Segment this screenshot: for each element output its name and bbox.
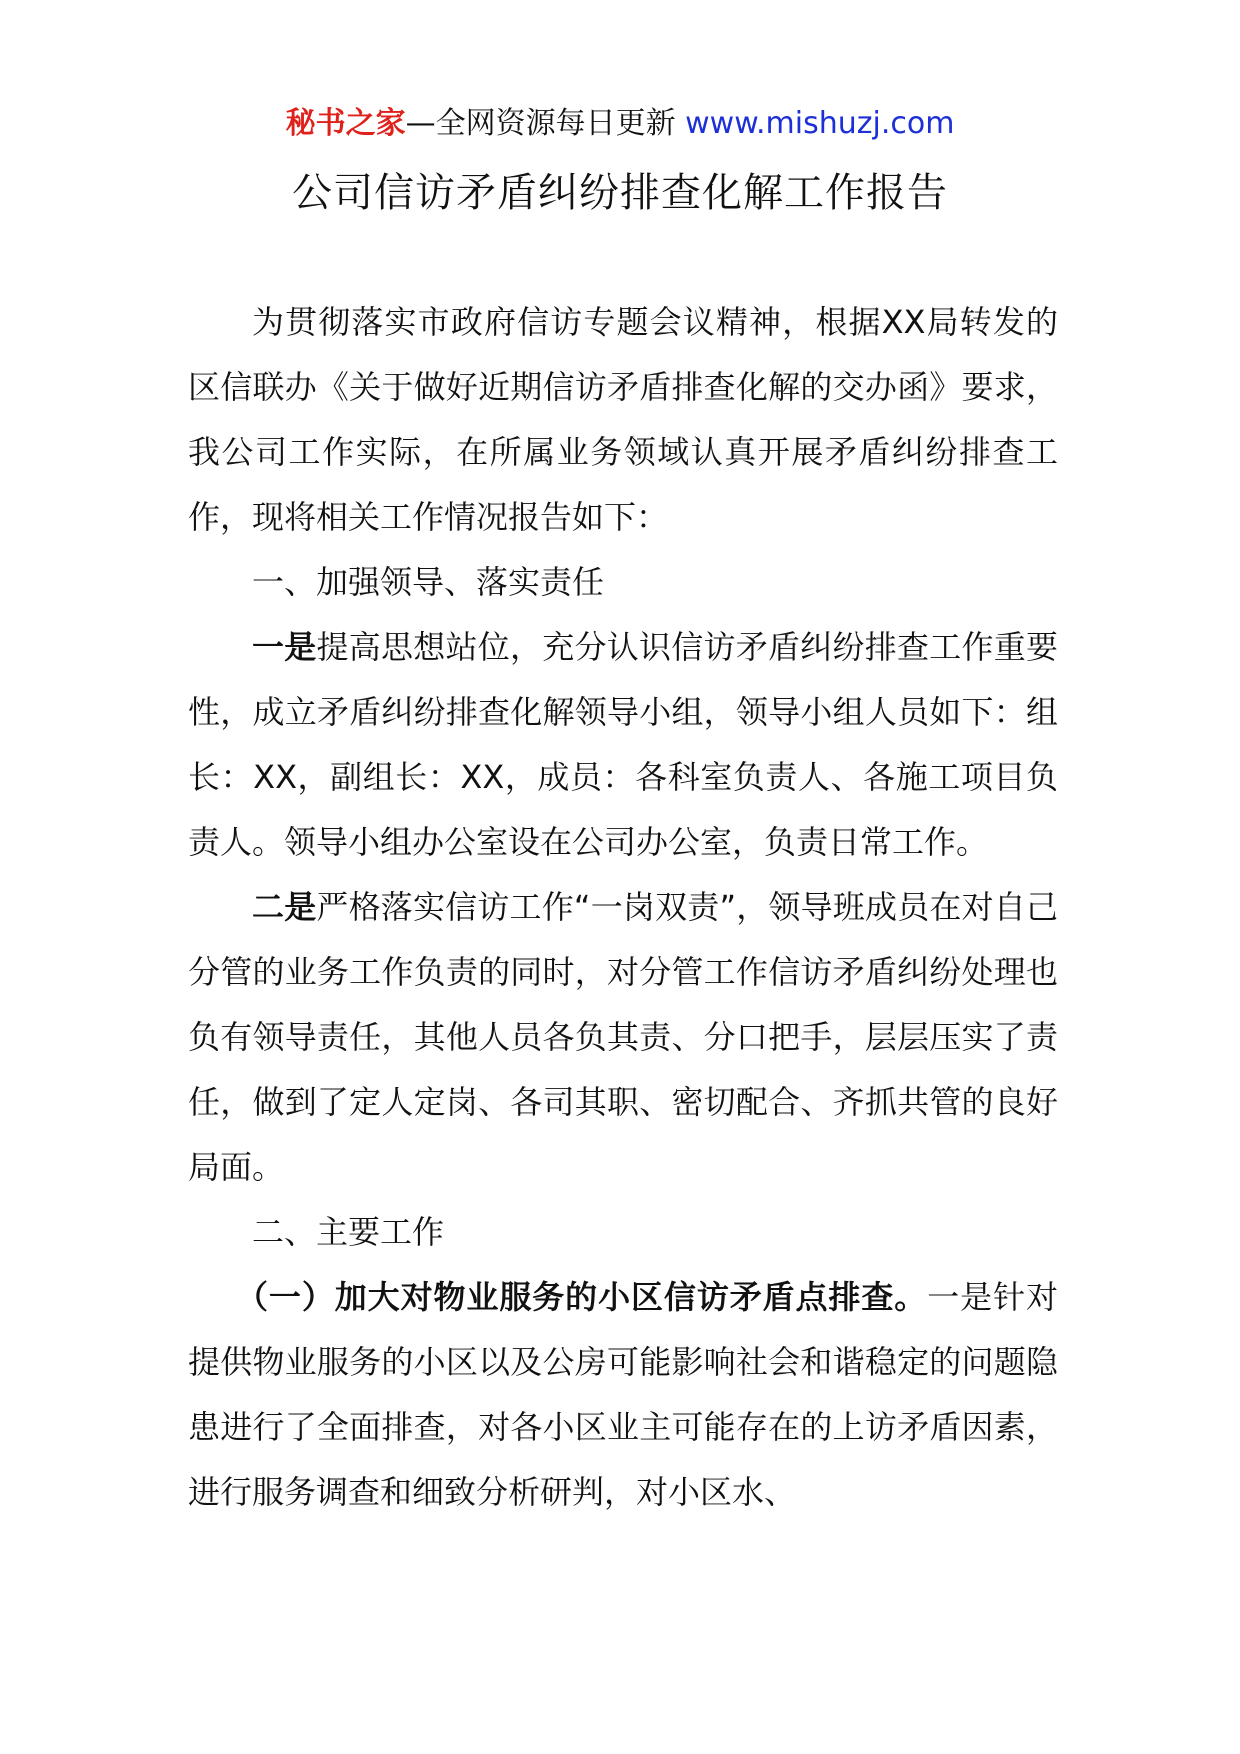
document-body — [188, 290, 1058, 1525]
point-2-lead: 二是 — [252, 888, 317, 926]
paragraph-point-2 — [188, 875, 1058, 1200]
site-url-link[interactable]: www.mishuzj.com — [685, 106, 955, 141]
subsection-1-text: 一是针对提供物业服务的小区以及公房可能影响社会和谐稳定的问题隐患进行了全面排查，对各小区业主可能存在的上访矛盾因素，进行服务调查和细致分析研判，对小区水、 — [188, 1278, 1058, 1511]
point-1-lead: 一是 — [252, 628, 317, 666]
subsection-1-heading: （一）加大对物业服务的小区信访矛盾点排查。 — [236, 1278, 928, 1316]
document-title: 公司信访矛盾纠纷排查化解工作报告 — [292, 170, 948, 216]
section-heading-1: 一、加强领导、落实责任 — [252, 563, 605, 601]
section-heading-2: 二、主要工作 — [252, 1213, 445, 1251]
paragraph-point-1 — [188, 615, 1058, 875]
point-1-text: 提高思想站位，充分认识信访矛盾纠纷排查工作重要性，成立矛盾纠纷排查化解领导小组，领导小组人员如下：组长：XX，副组长：XX，成员：各科室负责人、各施工项目负责人。领导小组办公室设在公司办公室，负责日常工作。 — [188, 628, 1058, 861]
site-header — [0, 104, 1240, 144]
intro-paragraph: 为贯彻落实市政府信访专题会议精神，根据XX局转发的区信联办《关于做好近期信访矛盾排查化解的交办函》要求，我公司工作实际，在所属业务领域认真开展矛盾纠纷排查工作，现将相关工作情况报告如下： — [188, 303, 1058, 536]
point-2-text: 严格落实信访工作“一岗双责”，领导班成员在对自己分管的业务工作负责的同时，对分管工作信访矛盾纠纷处理也负有领导责任，其他人员各负其责、分口把手，层层压实了责任，做到了定人定岗、各司其职、密切配合、齐抓共管的良好局面。 — [188, 888, 1058, 1186]
brand-name: 秘书之家 — [285, 106, 406, 141]
header-slogan: —全网资源每日更新 — [405, 106, 686, 141]
paragraph-subsection-1 — [188, 1265, 1058, 1525]
